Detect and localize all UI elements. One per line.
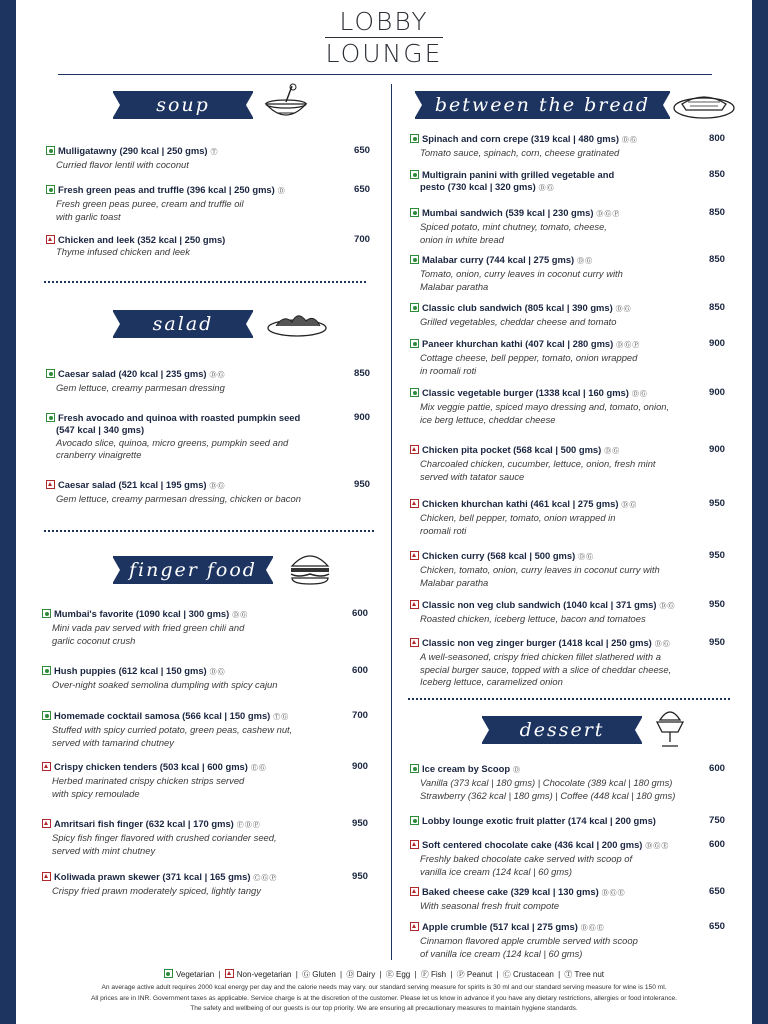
legend-fish: Ⓕ Fish (420, 970, 447, 979)
item-price: 600 (708, 839, 725, 850)
menu-item (46, 412, 346, 462)
item-price: 850 (708, 169, 725, 180)
menu-item (46, 368, 346, 395)
brand-logo (0, 8, 768, 68)
item-price: 850 (708, 254, 725, 265)
item-description: Iceberg lettuce, caramelized onion (420, 676, 563, 688)
item-name: Lobby lounge exotic fruit platter (174 kcal | 200 gms) (422, 815, 656, 826)
item-name: Malabar curry (744 kcal | 275 gms) (422, 254, 575, 265)
non-veg-mark-icon (410, 445, 419, 454)
item-description: onion in white bread (420, 233, 504, 245)
item-name: Classic vegetable burger (1338 kcal | 160 gms) (422, 387, 629, 398)
item-price: 900 (353, 412, 370, 423)
item-price: 600 (708, 763, 725, 774)
veg-mark-icon (46, 185, 55, 194)
legend-dairy: Ⓓ Dairy (346, 970, 376, 979)
section-banner-between-the-bread: between the bread (415, 91, 670, 119)
item-name: Caesar salad (420 kcal | 235 gms) (58, 368, 207, 379)
item-name: Homemade cocktail samosa (566 kcal | 150 gms) (54, 710, 271, 721)
non-veg-mark-icon (410, 499, 419, 508)
item-description: Avocado slice, quinoa, micro greens, pumpkin seed and (56, 436, 289, 448)
item-name: pesto (730 kcal | 320 gms) (420, 181, 536, 193)
menu-item (410, 498, 710, 537)
veg-mark-icon (410, 170, 419, 179)
item-description: Gem lettuce, creamy parmesan dressing, chicken or bacon (56, 493, 301, 505)
menu-item (42, 608, 342, 647)
allergen-tags: ⒹⒼ (618, 137, 638, 144)
footer-line: All prices are in INR. Government taxes as applicable. Service charge is at the discretion of the customer. Please let us know in advance if you have any dietary restrictions, allergies or food intolerance. (90, 994, 678, 1002)
menu-item (42, 871, 342, 898)
left-border (0, 0, 16, 1024)
veg-mark-icon (46, 413, 55, 422)
item-description: Crispy fried prawn moderately spiced, lightly tangy (52, 885, 261, 897)
veg-mark-icon (410, 388, 419, 397)
item-description: roomali roti (420, 524, 467, 536)
allergen-tags: ⒹⒼ (574, 258, 594, 265)
item-price: 650 (708, 886, 725, 897)
item-description: Herbed marinated crispy chicken strips served (52, 775, 245, 787)
item-description: in roomali roti (420, 364, 477, 376)
menu-item (42, 710, 342, 749)
legend-crustacean: Ⓒ Crustacean (502, 970, 554, 979)
item-description: Spiced potato, mint chutney, tomato, cheese, (420, 221, 607, 233)
item-description: garlic coconut crush (52, 634, 136, 646)
item-description: Stuffed with spicy curried potato, green peas, cashew nut, (52, 724, 293, 736)
item-description: Thyme infused chicken and leek (56, 246, 190, 258)
menu-item (410, 839, 710, 878)
item-price: 750 (708, 815, 725, 826)
item-name: Caesar salad (521 kcal | 195 gms) (58, 479, 207, 490)
menu-item (46, 234, 346, 259)
column-divider (391, 84, 392, 960)
menu-item (410, 637, 710, 689)
item-description: Roasted chicken, iceberg lettuce, bacon and tomatoes (420, 613, 646, 625)
item-price: 850 (708, 207, 725, 218)
item-price: 900 (708, 338, 725, 349)
item-description: Mini vada pav served with fried green chili and (52, 622, 245, 634)
item-name: (547 kcal | 340 gms) (56, 424, 145, 436)
item-description: served with mint chutney (52, 844, 156, 856)
allergen-tags: ⒹⒼ (575, 554, 595, 561)
allergen-tags: ⒹⒼ (656, 603, 676, 610)
allergen-tags: ⒸⒼⓅ (250, 875, 278, 882)
item-name: Paneer khurchan kathi (407 kcal | 280 gms) (422, 338, 614, 349)
item-name: Chicken and leek (352 kcal | 250 gms) (58, 234, 226, 245)
menu-item (46, 184, 346, 223)
item-name: Mulligatawny (290 kcal | 250 gms) (58, 145, 208, 156)
item-price: 850 (708, 302, 725, 313)
item-name: Fresh avocado and quinoa with roasted pumpkin seed (58, 412, 301, 423)
item-description: Strawberry (362 kcal | 180 gms) | Coffee (448 kcal | 180 gms) (420, 789, 676, 801)
allergen-tags: ⒹⒼ (229, 612, 249, 619)
item-price: 950 (708, 637, 725, 648)
allergen-tags: ⒹⒼ (206, 483, 226, 490)
item-description: Gem lettuce, creamy parmesan dressing (56, 382, 225, 394)
menu-item (410, 599, 710, 626)
item-name: Classic non veg club sandwich (1040 kcal | 371 gms) (422, 599, 657, 610)
legend-non-vegetarian: Non-vegetarian (236, 970, 292, 979)
non-veg-mark-icon (410, 887, 419, 896)
allergen-tags: Ⓓ (274, 188, 286, 195)
item-name: Classic non veg zinger burger (1418 kcal | 250 gms) (422, 637, 652, 648)
allergen-tags: ⒹⒼ (206, 372, 226, 379)
sandwich-plate-icon (672, 88, 736, 124)
item-price: 950 (351, 871, 368, 882)
menu-item (410, 302, 710, 329)
item-description: Chicken, bell pepper, tomato, onion wrapped in (420, 512, 616, 524)
legend-egg: Ⓔ Egg (385, 970, 411, 979)
item-name: Crispy chicken tenders (503 kcal | 600 gms) (54, 761, 248, 772)
veg-mark-icon (410, 764, 419, 773)
menu-item (410, 338, 710, 377)
item-description: Cottage cheese, bell pepper, tomato, onion wrapped (420, 352, 638, 364)
header-divider (58, 74, 712, 75)
veg-mark-icon (410, 134, 419, 143)
section-banner-finger-food: finger food (113, 556, 273, 584)
menu-item (42, 761, 342, 800)
veg-mark-icon (46, 369, 55, 378)
item-name: Multigrain panini with grilled vegetable and (422, 169, 615, 180)
non-veg-mark-icon (42, 872, 51, 881)
item-description: Charcoaled chicken, cucumber, lettuce, onion, fresh mint (420, 458, 656, 470)
veg-mark-icon (46, 146, 55, 155)
menu-item (42, 818, 342, 857)
item-name: Ice cream by Scoop (422, 763, 511, 774)
veg-mark-icon (410, 816, 419, 825)
menu-item (46, 479, 346, 506)
section-separator (44, 530, 374, 532)
veg-mark-icon (410, 339, 419, 348)
item-name: Baked cheese cake (329 kcal | 130 gms) (422, 886, 599, 897)
item-price: 700 (351, 710, 368, 721)
non-veg-mark-icon (42, 762, 51, 771)
item-price: 950 (351, 818, 368, 829)
legend-tree-nut: Ⓣ Tree nut (564, 970, 604, 979)
menu-item (410, 444, 710, 483)
legend-peanut: Ⓟ Peanut (456, 970, 493, 979)
menu-item (410, 387, 710, 426)
item-description: served with tatator sauce (420, 470, 525, 482)
menu-item (410, 886, 710, 913)
item-description: with spicy remoulade (52, 787, 140, 799)
allergen-tags: ⒺⒼ (247, 765, 267, 772)
item-description: Fresh green peas puree, cream and truffle oil (56, 198, 244, 210)
veg-mark-icon (410, 255, 419, 264)
item-description: Freshly baked chocolate cake served with scoop of (420, 853, 633, 865)
non-veg-mark-icon (46, 480, 55, 489)
item-name: Chicken pita pocket (568 kcal | 500 gms) (422, 444, 602, 455)
footer-line: An average active adult requires 2000 kcal energy per day and the calorie needs may vary. our standard serving measure for spirits is 30 ml and our standard serving measure for wine is 150 ml. (101, 984, 667, 991)
menu-item (410, 254, 710, 293)
item-price: 650 (353, 184, 370, 195)
legend-gluten: Ⓖ Gluten (302, 970, 336, 979)
veg-mark-icon (42, 666, 51, 675)
item-description: ice berg lettuce, cheddar cheese (420, 413, 556, 425)
non-veg-mark-icon (410, 600, 419, 609)
item-name: Hush puppies (612 kcal | 150 gms) (54, 665, 207, 676)
item-description: special burger sauce, topped with a slice of cheddar cheese, (420, 663, 672, 675)
item-name: Apple crumble (517 kcal | 275 gms) (422, 921, 578, 932)
ice-cream-cup-icon (652, 706, 688, 750)
item-description: Malabar paratha (420, 576, 489, 588)
item-price: 950 (353, 479, 370, 490)
allergen-tags: ⒹⒼⒺ (598, 890, 626, 897)
item-description: Spicy fish finger flavored with crushed coriander seed, (52, 832, 277, 844)
item-price: 950 (708, 498, 725, 509)
item-name: Chicken curry (568 kcal | 500 gms) (422, 550, 576, 561)
brand-line-2: LOUNGE (325, 39, 443, 68)
item-name: Koliwada prawn skewer (371 kcal | 165 gms) (54, 871, 251, 882)
item-description: A well-seasoned, crispy fried chicken fillet slathered with a (420, 651, 661, 663)
allergen-tags: ⒹⒼ (601, 448, 621, 455)
menu-item (410, 207, 710, 246)
menu-item (410, 815, 710, 827)
non-veg-mark-icon (46, 235, 55, 244)
non-veg-mark-icon (410, 922, 419, 931)
item-name: Amritsari fish finger (632 kcal | 170 gms) (54, 818, 234, 829)
item-name: Spinach and corn crepe (319 kcal | 480 gms) (422, 133, 619, 144)
allergen-tags: ⓉⒼ (270, 714, 290, 721)
item-description: Mix veggie pattie, spiced mayo dressing and, tomato, onion, (420, 401, 670, 413)
section-banner-soup: soup (113, 91, 253, 119)
item-description: With seasonal fresh fruit compote (420, 900, 560, 912)
item-description: Chicken, tomato, onion, curry leaves in coconut curry with (420, 564, 660, 576)
menu-item (410, 169, 710, 196)
menu-item (410, 921, 710, 960)
non-veg-mark-icon (410, 638, 419, 647)
non-veg-mark-icon (410, 551, 419, 560)
item-description: Vanilla (373 kcal | 180 gms) | Chocolate (389 kcal | 180 gms) (420, 777, 673, 789)
item-price: 800 (708, 133, 725, 144)
menu-item (46, 145, 346, 172)
allergen-tags: ⒹⒼⒺ (577, 925, 605, 932)
menu-item (410, 763, 710, 802)
item-description: Curried flavor lentil with coconut (56, 159, 189, 171)
allergen-tags: ⒹⒼ (206, 669, 226, 676)
item-price: 700 (353, 234, 370, 245)
brand-line-1: LOBBY (339, 7, 429, 36)
item-description: vanilla ice cream (124 kcal | 60 gms) (420, 865, 572, 877)
item-description: cranberry vinaigrette (56, 449, 142, 461)
item-description: Grilled vegetables, cheddar cheese and tomato (420, 316, 617, 328)
footer-line: The safety and wellbeing of our guests is our top priority. We are ensuring all precautionary measures to maintain hygiene standards. (190, 1005, 578, 1012)
soup-bowl-icon (262, 82, 310, 124)
allergen-tags: ⒹⒼⒺ (642, 843, 670, 850)
allergen-tags: ⒹⒼⓅ (613, 342, 641, 349)
allergen-tags: Ⓣ (207, 149, 219, 156)
menu-item (410, 550, 710, 589)
veg-mark-icon (42, 711, 51, 720)
veg-mark-icon (410, 208, 419, 217)
section-banner-dessert: dessert (482, 716, 642, 744)
item-description: of vanilla ice cream (124 kcal | 60 gms) (420, 947, 583, 959)
section-separator (408, 698, 730, 700)
legend-vegetarian: Vegetarian (175, 970, 215, 979)
item-price: 600 (351, 608, 368, 619)
item-description: Over-night soaked semolina dumpling with spicy cajun (52, 679, 278, 691)
allergen-tags: ⒹⒼ (535, 185, 555, 193)
salad-plate-icon (266, 306, 328, 340)
veg-mark-icon (42, 609, 51, 618)
footer-notes (30, 983, 738, 1015)
item-price: 650 (708, 921, 725, 932)
item-price: 950 (708, 599, 725, 610)
item-description: Cinnamon flavored apple crumble served with scoop (420, 935, 638, 947)
right-border (752, 0, 768, 1024)
item-price: 900 (351, 761, 368, 772)
allergen-tags: ⒹⒼ (651, 641, 671, 648)
item-description: Tomato, onion, curry leaves in coconut curry with (420, 268, 623, 280)
veg-mark-icon (410, 303, 419, 312)
item-description: Malabar paratha (420, 280, 489, 292)
burger-icon (288, 548, 332, 588)
item-name: Chicken khurchan kathi (461 kcal | 275 gms) (422, 498, 619, 509)
item-price: 650 (353, 145, 370, 156)
item-price: 950 (708, 550, 725, 561)
item-name: Fresh green peas and truffle (396 kcal | 250 gms) (58, 184, 275, 195)
item-name: Mumbai's favorite (1090 kcal | 300 gms) (54, 608, 230, 619)
item-name: Mumbai sandwich (539 kcal | 230 gms) (422, 207, 594, 218)
non-veg-mark-icon (42, 819, 51, 828)
allergen-tags: ⒻⒹⓅ (233, 822, 261, 829)
menu-item (410, 133, 710, 160)
section-banner-salad: salad (113, 310, 253, 338)
menu-item (42, 665, 342, 692)
item-price: 850 (353, 368, 370, 379)
item-price: 900 (708, 387, 725, 398)
section-separator (44, 281, 366, 283)
item-name: Soft centered chocolate cake (436 kcal | 200 gms) (422, 839, 643, 850)
item-description: with garlic toast (56, 210, 121, 222)
allergen-tags: Ⓓ (510, 767, 522, 774)
dietary-legend: Vegetarian | Non-vegetarian | Ⓖ Gluten | Ⓓ Dairy | Ⓔ Egg | Ⓕ Fish | Ⓟ Peanut | Ⓒ Crustacean | Ⓣ Tree nut (0, 968, 768, 980)
allergen-tags: ⒹⒼ (628, 391, 648, 398)
allergen-tags: ⒹⒼⓅ (593, 211, 621, 218)
item-description: Tomato sauce, spinach, corn, cheese gratinated (420, 147, 620, 159)
non-veg-mark-icon (410, 840, 419, 849)
item-price: 900 (708, 444, 725, 455)
item-name: Classic club sandwich (805 kcal | 390 gms) (422, 302, 613, 313)
item-description: served with tamarind chutney (52, 736, 174, 748)
allergen-tags: ⒹⒼ (612, 306, 632, 313)
allergen-tags: ⒹⒼ (618, 502, 638, 509)
item-price: 600 (351, 665, 368, 676)
